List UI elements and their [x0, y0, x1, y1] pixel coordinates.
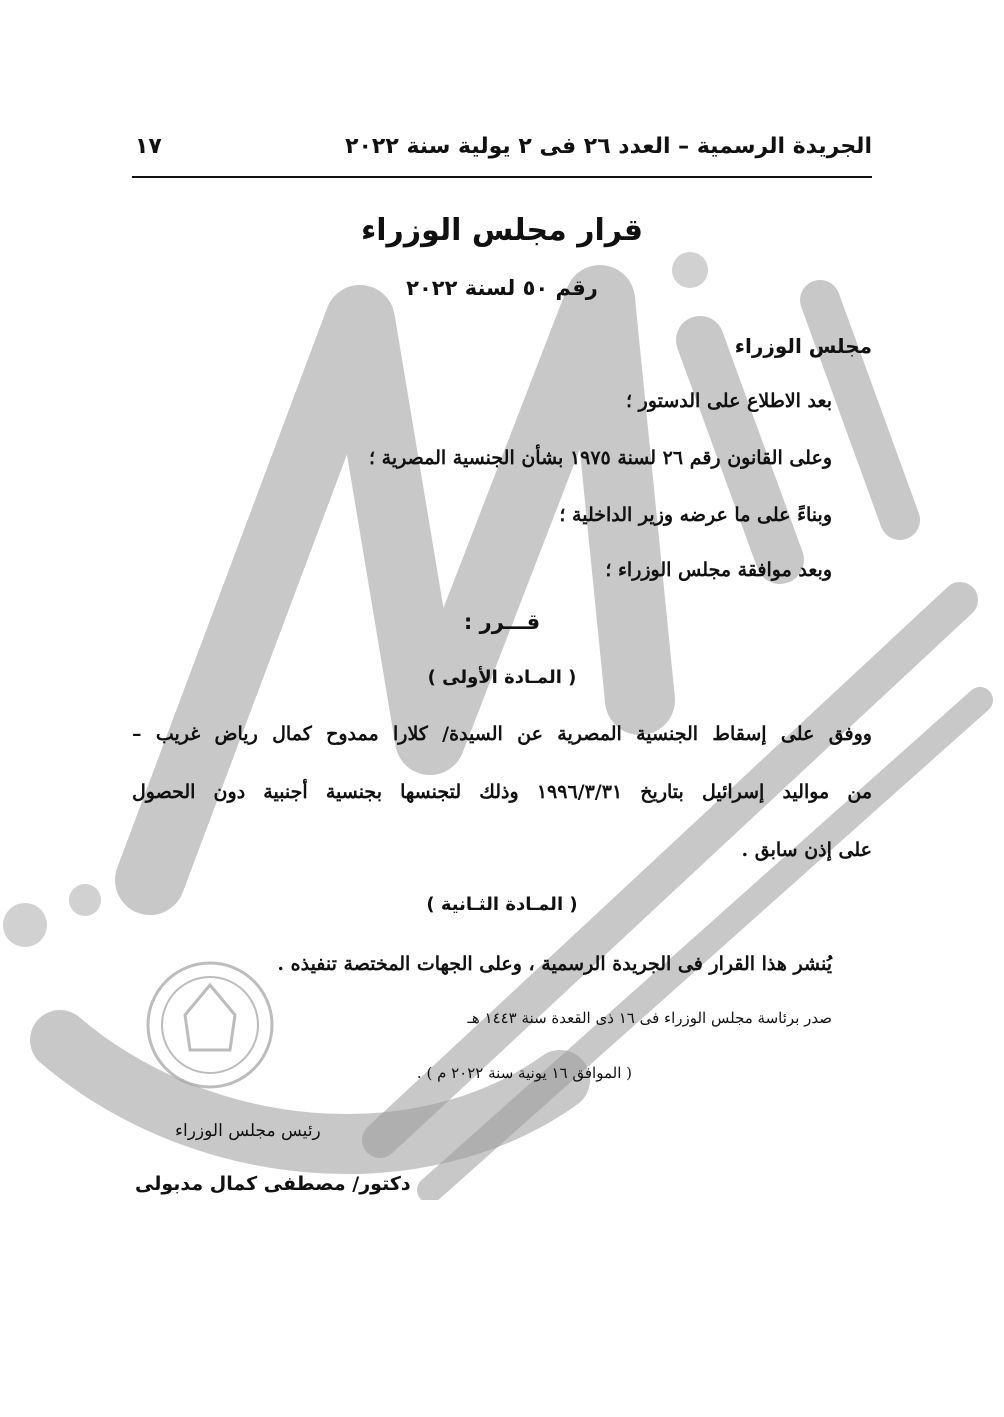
- gazette-header-title: الجريدة الرسمية – العدد ٢٦ فى ٢ يولية سنة ٢٠٢٢: [345, 133, 872, 159]
- signatory-name: دكتور/ مصطفى كمال مدبولى: [135, 1173, 411, 1195]
- decided-heading: قـــرر :: [463, 610, 541, 634]
- article-1-line: ووفق على إسقاط الجنسية المصرية عن السيدة/ كلارا ممدوح كمال رياض غريب –: [132, 723, 872, 745]
- preamble-line: وبناءً على ما عرضه وزير الداخلية ؛: [559, 504, 832, 526]
- decree-title: قرار مجلس الوزراء: [360, 213, 644, 248]
- article-1-line: على إذن سابق .: [741, 839, 872, 861]
- preamble-line: بعد الاطلاع على الدستور ؛: [626, 390, 832, 412]
- header-rule: [132, 176, 872, 178]
- issued-line: صدر برئاسة مجلس الوزراء فى ١٦ ذى القعدة سنة ١٤٤٣ هـ: [467, 1009, 832, 1027]
- preamble-line: وبعد موافقة مجلس الوزراء ؛: [605, 559, 832, 581]
- page-number: ١٧: [135, 133, 162, 159]
- decree-number: رقم ٥٠ لسنة ٢٠٢٢: [406, 276, 598, 300]
- article-1-line: من مواليد إسرائيل بتاريخ ١٩٩٦/٣/٣١ وذلك لتجنسها بجنسية أجنبية دون الحصول: [132, 781, 872, 803]
- page-header: [135, 128, 872, 164]
- article-1-heading: ( المـادة الأولى ): [427, 667, 577, 688]
- issuer-heading: مجلس الوزراء: [734, 334, 872, 358]
- preamble-line: وعلى القانون رقم ٢٦ لسنة ١٩٧٥ بشأن الجنسية المصرية ؛: [369, 447, 832, 469]
- corresponding-date: ( الموافق ١٦ يونية سنة ٢٠٢٢ م ) .: [416, 1064, 632, 1082]
- article-2-heading: ( المـادة الثـانية ): [426, 894, 578, 915]
- signatory-title: رئيس مجلس الوزراء: [175, 1121, 321, 1141]
- article-2-text: يُنشر هذا القرار فى الجريدة الرسمية ، وعلى الجهات المختصة تنفيذه .: [277, 953, 832, 975]
